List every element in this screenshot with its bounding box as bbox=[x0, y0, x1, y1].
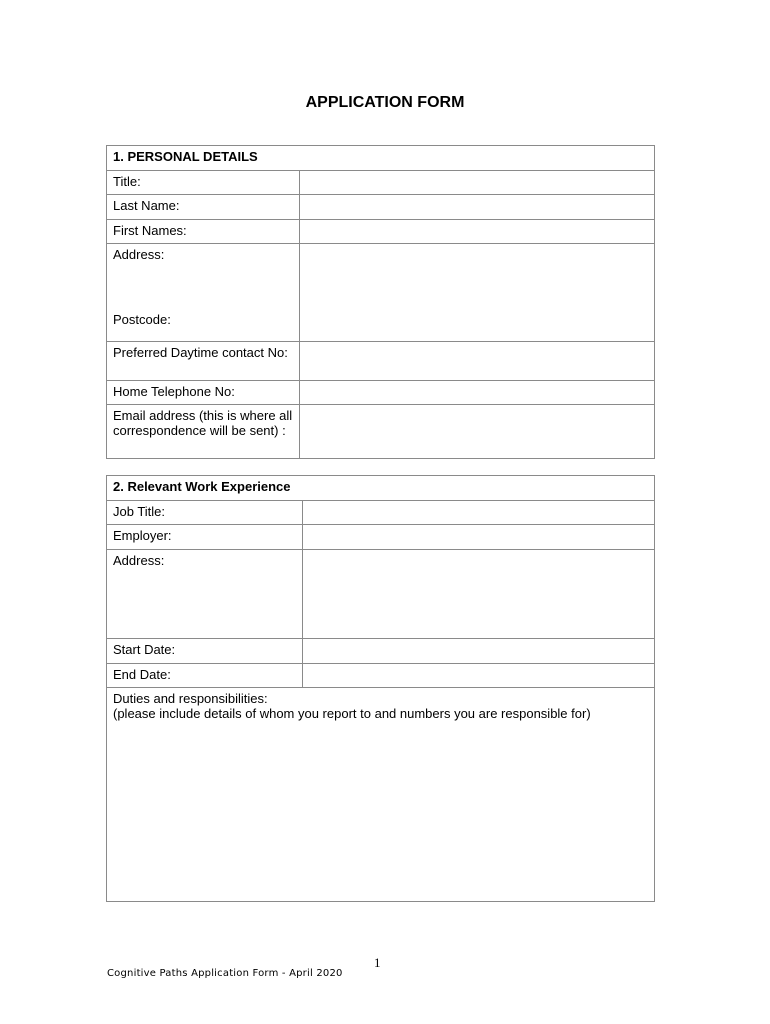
end-date-label: End Date: bbox=[107, 664, 303, 688]
employer-field[interactable] bbox=[303, 525, 655, 550]
address-field[interactable] bbox=[300, 244, 655, 342]
section-heading-work-experience: 2. Relevant Work Experience bbox=[107, 476, 655, 501]
end-date-field[interactable] bbox=[303, 664, 655, 688]
last-name-label: Last Name: bbox=[107, 195, 300, 220]
section-heading-personal-details: 1. PERSONAL DETAILS bbox=[107, 146, 655, 171]
employer-label: Employer: bbox=[107, 525, 303, 550]
home-telephone-label: Home Telephone No: bbox=[107, 381, 300, 405]
email-label: Email address (this is where all correspondence will be sent) : bbox=[107, 405, 300, 459]
duties-label: Duties and responsibilities: bbox=[113, 691, 268, 706]
start-date-field[interactable] bbox=[303, 639, 655, 664]
address-label: Address: bbox=[113, 247, 165, 262]
work-experience-table bbox=[106, 475, 655, 902]
job-title-field[interactable] bbox=[303, 501, 655, 525]
work-address-field[interactable] bbox=[303, 550, 655, 639]
daytime-contact-field[interactable] bbox=[300, 342, 655, 381]
daytime-contact-label: Preferred Daytime contact No: bbox=[107, 342, 300, 381]
last-name-field[interactable] bbox=[300, 195, 655, 220]
page-number: 1 bbox=[374, 955, 381, 970]
start-date-label: Start Date: bbox=[107, 639, 303, 664]
duties-hint: (please include details of whom you report to and numbers you are responsible for) bbox=[113, 706, 591, 721]
job-title-label: Job Title: bbox=[107, 501, 303, 525]
personal-details-table bbox=[106, 145, 655, 459]
form-title: APPLICATION FORM bbox=[305, 94, 465, 111]
home-telephone-field[interactable] bbox=[300, 381, 655, 405]
first-names-field[interactable] bbox=[300, 220, 655, 244]
duties-field[interactable] bbox=[107, 688, 655, 902]
address-postcode-cell bbox=[107, 244, 300, 342]
work-address-label: Address: bbox=[107, 550, 303, 639]
title-field[interactable] bbox=[300, 171, 655, 195]
first-names-label: First Names: bbox=[107, 220, 300, 244]
email-field[interactable] bbox=[300, 405, 655, 459]
title-label: Title: bbox=[107, 171, 300, 195]
footer-text: Cognitive Paths Application Form - April 2020 bbox=[107, 968, 343, 979]
postcode-label: Postcode: bbox=[113, 312, 171, 327]
